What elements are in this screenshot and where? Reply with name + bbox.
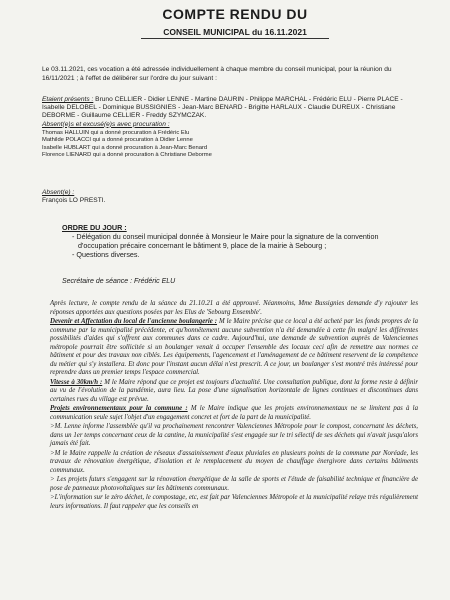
proxy-label: Absent(e)s et excusé(e)s avec procuration : (42, 120, 170, 128)
agenda-heading: ORDRE DU JOUR : (62, 223, 127, 232)
present-names: Bruno CELLIER - Didier LENNE - Martine DAURIN - Philippe MARCHAL - Frédéric ELU - Pierre PLACE - Isabelle DELOBEL - Dominique BUSSIGNIES - Jean-Marc BENARD - Brigitte HARLAUX - Claudie DUREUX - Christiane DEBORME - Guillaume CELLIER - Freddy SZYMCZAK. (42, 96, 403, 120)
list-item: Mathilde POLACCI qui a donné procuration à Didier Lenne (42, 137, 193, 144)
minutes-body (50, 300, 418, 512)
list-item: - Délégation du conseil municipal donnée à Monsieur le Maire pour la signature de la convention d'occupation précaire concernant le bâtiment 9, place de la mairie à Sebourg ; (72, 232, 379, 250)
agenda-list (62, 232, 412, 259)
list-item: Isabelle HUBLART qui a donné procuration à Jean-Marc Benard (42, 144, 208, 151)
section-heading: Projets environnementaux pour la commune : (50, 405, 188, 412)
paragraph: >L'information sur le zéro déchet, le compostage, etc, est fait par Valenciennes Métropole et la municipalité relaye très régulièrement leurs informations. Il faut rappeler que les conseils en (50, 494, 418, 510)
section-heading: Devenir et Affectation du local de l'ancienne boulangerie : (50, 318, 218, 325)
present-label: Etaient présents : (42, 96, 94, 103)
list-item: - Questions diverses. (72, 250, 140, 259)
paragraph: Vitesse à 30km/h : M le Maire répond que ce projet est toujours d'actualité. Une consultation publique, dont la forme reste à définir au vu de l'évolution de la pandémie, aura lieu. La pose d'une signalisation horizontale de lignes continues et discontinues dans certaines rues du village est prévue. (50, 378, 418, 403)
paragraph: >M. Lenne informe l'assemblée qu'il va prochainement rencontrer Valenciennes Métropole pour le compost, concernant les déchets, dans un 1er temps concernant ceux de la cantine, la municipalité s'est engagée sur le tri sélectif de ses déchets qui n'avait jusqu'alors jamais été fait. (50, 423, 418, 447)
agenda-section (62, 223, 412, 259)
paragraph: Après lecture, le compte rendu de la séance du 21.10.21 a été approuvé. Néanmoins, Mme Bussignies demande d'y rajouter les réponses apportées aux questions posées par les Elus de 'Sebourg Ensemble'. (50, 300, 418, 316)
section-heading: Vitesse à 30km/h : (50, 378, 103, 386)
paragraph: >M le Maire rappelle la création de réseaux d'assainissement d'eaux pluviales en plusieurs points de la commune par Noréade, les travaux de rénovation énergétique, d'isolation et le remplacement du moyen de chauffage énergivore dans certains bâtiments communaux. (50, 449, 418, 474)
paragraph: Projets environnementaux pour la commune : M le Maire indique que les projets environnementaux ne se limitent pas à la communication seule sujet l'objet d'un engagement concret et fort de la part de la municipalité. (50, 405, 418, 421)
absent-section (42, 189, 242, 205)
absent-name: François LO PRESTI. (42, 197, 106, 204)
title-block (60, 0, 410, 40)
paragraph: > Les projets futurs s'engagent sur la rénovation énergétique de la salle de sports et l'étude de faisabilité technique et financière de pose de panneaux photovoltaïques sur les bâtiments communaux. (50, 476, 418, 492)
paragraph: Devenir et Affectation du local de l'ancienne boulangerie : M le Maire précise que ce local a été acheté par les fonds propres de la commune par la municipalité précédente, et qu'honnêtement aucune subvention n'a été demandée à cette fin malgré les différentes possibilités d'aides qui s'offrent aux communes dans ce cadre. Aujourd'hui, une demande de subvention auprès de Valenciennes métropole pourrait être sollicitée si un boulanger venait à occuper l'ensemble des locaux ceci afin de remettre aux normes ce bâtiment et pour des travaux non ciblés. Les équipements, l'agencement et l'aménagement de ce bâtiment reservent de la compétence du métier qui s'y installera. Et donc pour l'instant aucun délai n'est prescrit. A ce jour, un boulanger s'est montré très intéressé pour reprendre dans un premier temps l'espace commercial. (50, 318, 418, 376)
document-title: COMPTE RENDU DU (162, 6, 308, 22)
list-item: Thomas HALLUIN qui a donné procuration à Frédéric Elu (42, 130, 190, 136)
list-item: Florence LIENARD qui a donné procuration à Christiane Deborme (42, 152, 212, 159)
absent-label: Absent(e) : (42, 189, 75, 196)
document-subtitle: CONSEIL MUNICIPAL du 16.11.2021 (141, 27, 329, 39)
proxy-list (42, 130, 412, 160)
secretary-line: Secrétaire de séance : Frédéric ELU (62, 278, 176, 285)
intro-paragraph: Le 03.11.2021, ces vocation a été adressée individuellement à chaque membre du conseil municipal, pour la réunion du 16/11/2021 ; à l'effet de délibérer sur l'ordre du jour suivant : (42, 66, 392, 82)
attendance-section (42, 96, 414, 129)
